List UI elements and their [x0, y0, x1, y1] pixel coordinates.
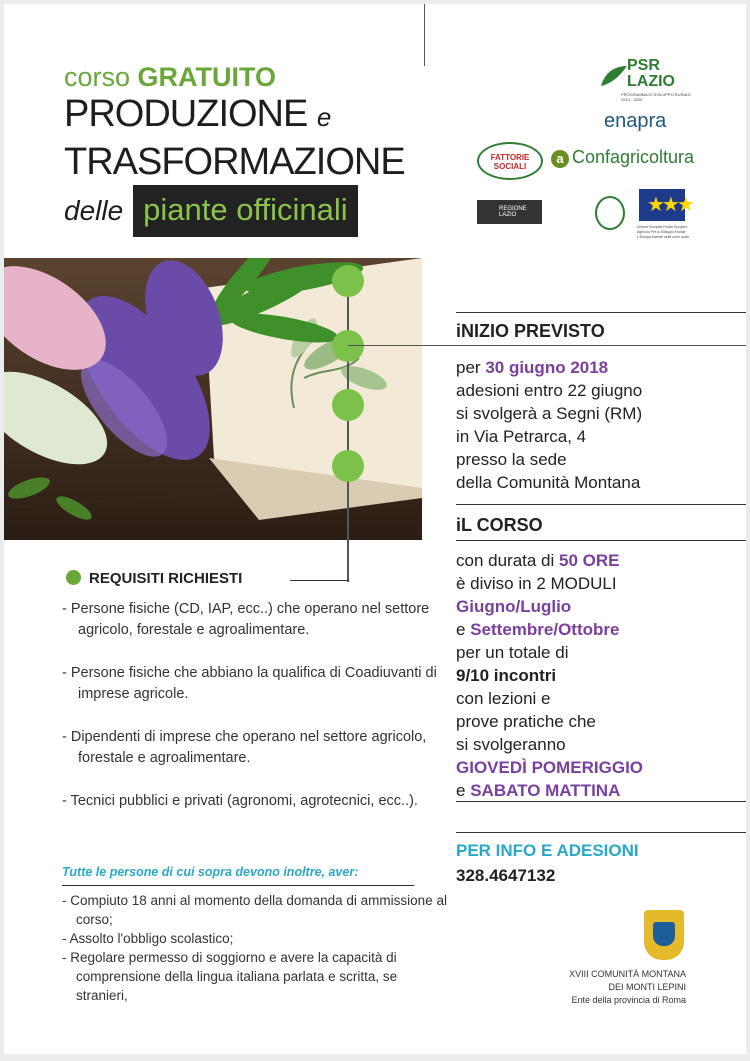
title-block — [64, 62, 434, 235]
timeline-dot — [332, 265, 364, 297]
list-item: - Persone fisiche che abbiano la qualifica di Coadiuvanti di imprese agricole. — [62, 665, 437, 702]
confagricoltura-logo: a Confagricoltura — [551, 147, 694, 168]
enapra-logo: enapra — [604, 110, 667, 132]
confagri-icon: a — [551, 150, 569, 168]
comunita-crest-icon — [644, 910, 684, 960]
timeline-dot — [332, 389, 364, 421]
inizio-details: per 30 giugno 2018 adesioni entro 22 giugno si svolgerà a Segni (RM) in Via Petrarca, 4 presso la sede della Comunità Montana — [456, 358, 643, 492]
fattorie-sociali-logo: FATTORIE SOCIALI — [477, 142, 543, 180]
phone-number[interactable]: 328.4647132 — [456, 866, 556, 885]
inizio-heading: iNIZIO PREVISTO — [456, 321, 605, 341]
section-rule — [456, 832, 746, 833]
list-item: - Tecnici pubblici e privati (agronomi, agrotecnici, ecc..). — [62, 793, 418, 809]
produzione-word: PRODUZIONE — [64, 93, 308, 135]
piante-highlight: piante officinali — [133, 185, 358, 237]
bullet-dot-icon — [66, 570, 81, 585]
e-word: e — [316, 102, 332, 132]
flyer-page — [4, 4, 746, 1054]
list-item: - Compiuto 18 anni al momento della domanda di ammissione al corso; — [62, 893, 447, 927]
divider-line — [424, 4, 425, 66]
section-rule — [456, 540, 746, 541]
list-item: - Regolare permesso di soggiorno e avere la capacità di comprensione della lingua italiana parlata e scritta, se stranieri, — [62, 950, 398, 1003]
timeline-dot — [332, 330, 364, 362]
list-item: - Assolto l'obbligo scolastico; — [62, 931, 234, 946]
extra-requisiti-list — [62, 891, 452, 1005]
leaf-icon — [599, 62, 629, 92]
psr-lazio-logo: PSR LAZIO PROGRAMMA DI SVILUPPO RURALE 2014 - 2020 — [599, 58, 699, 100]
note-underline — [62, 885, 414, 886]
corso-heading: iL CORSO — [456, 515, 543, 535]
connector-line — [348, 345, 746, 346]
corso-word: corso — [64, 62, 131, 92]
section-rule — [456, 801, 746, 802]
requisiti-note: Tutte le persone di cui sopra devono inoltre, aver: — [62, 865, 359, 879]
regione-lazio-logo: REGIONE LAZIO — [477, 200, 542, 224]
timeline-dot — [332, 450, 364, 482]
section-rule — [456, 504, 746, 505]
list-item: - Persone fisiche (CD, IAP, ecc..) che operano nel settore agricolo, forestale e agroalimentare. — [62, 601, 430, 638]
connector-line — [290, 580, 349, 581]
requisiti-list — [62, 599, 442, 834]
timeline-line — [347, 274, 349, 582]
gratuito-word: GRATUITO — [137, 62, 277, 92]
subtitle — [64, 62, 434, 92]
start-date: 30 giugno 2018 — [485, 358, 609, 377]
eu-caption: Unione Europea Fondo Europeo Agricolo Per lo Sviluppo Rurale L'Europa investe nelle zone rurali — [637, 225, 689, 239]
list-item: - Dipendenti di imprese che operano nel settore agricolo, forestale e agroalimentare. — [62, 729, 427, 766]
title-line-1 — [64, 92, 434, 140]
delle-word: delle — [64, 195, 124, 226]
title-line-2: TRASFORMAZIONE — [64, 141, 405, 183]
eu-flag-icon: ★★★ — [639, 189, 685, 221]
repubblica-emblem-icon — [595, 196, 625, 230]
info-heading: PER INFO E ADESIONI — [456, 841, 639, 860]
requisiti-heading: REQUISITI RICHIESTI — [66, 570, 242, 587]
title-line-3 — [64, 187, 434, 235]
corso-details: con durata di 50 ORE è diviso in 2 MODULI Giugno/Luglio e Settembre/Ottobre per un totale di 9/10 incontri con lezioni e prove pratiche che si svolgeranno GIOVEDÌ POMERIGGIO e SABATO MATTINA — [456, 551, 644, 800]
comunita-caption: XVIII COMUNITÀ MONTANA DEI MONTI LEPINI Ente della provincia di Roma — [569, 969, 686, 1005]
sponsor-logos — [469, 52, 709, 242]
section-rule — [456, 312, 746, 313]
